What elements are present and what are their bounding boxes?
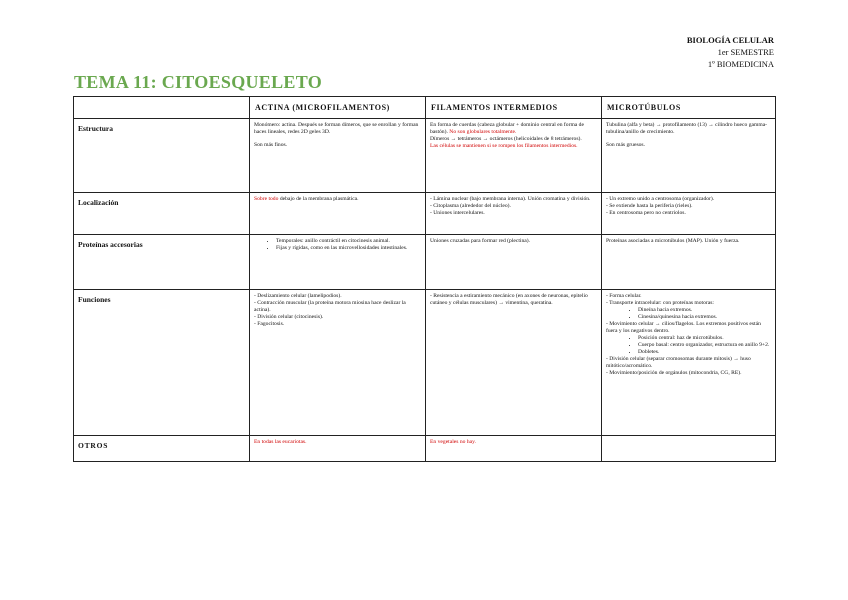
cell-text: Son más finos. xyxy=(254,142,288,148)
cell-text: - Deslizamiento celular (lamelipodios). xyxy=(254,293,342,299)
cell-proteinas-actina xyxy=(250,235,426,290)
cell-text: - Forma celular. xyxy=(606,293,642,299)
list-item: • Dobletes. xyxy=(638,349,771,356)
list-item: • Fijas y rígidas, como en las microvellosidades intestinales. xyxy=(276,245,421,252)
row-label-proteinas: Proteínas accesorias xyxy=(74,235,250,290)
list-item: • Posición central: haz de microtúbulos. xyxy=(638,335,771,342)
course-header xyxy=(687,34,774,70)
cell-text: En forma de cuerdas (cabeza globular + dominio central en forma de bastón). xyxy=(430,122,584,135)
bullet-list xyxy=(254,238,421,252)
cell-funciones-actina xyxy=(250,290,426,436)
cell-text: - Resistencia a estiramiento mecánico (en axones de neuronas, epitelio cutáneo y células musculares) → vimentina, queratina. xyxy=(430,293,588,306)
cell-text: - Se extiende hasta la periferia (rieles). xyxy=(606,203,693,209)
cell-text: - Transporte intracelular: con proteínas motoras: xyxy=(606,300,714,306)
bullet-list xyxy=(606,335,771,356)
row-label-otros: OTROS xyxy=(74,436,250,462)
cell-localizacion-microtubulos xyxy=(602,193,776,235)
header-microtubulos: MICROTÚBULOS xyxy=(602,97,776,119)
page-title: TEMA 11: CITOESQUELETO xyxy=(74,72,323,92)
cell-text: - Uniones intercelulares. xyxy=(430,210,485,216)
cell-otros-microtubulos xyxy=(602,436,776,462)
highlight-text: Sobre todo xyxy=(254,196,279,202)
row-label-estructura: Estructura xyxy=(74,119,250,193)
cell-otros-intermedios: En vegetales no hay. xyxy=(426,436,602,462)
cell-text: Tubulina (alfa y beta) → protofilamento (13) → cilindro hueco gamma-tubulina/anillo de crecimiento. xyxy=(606,122,768,135)
cell-text: - División celular (citocinesis). xyxy=(254,314,324,320)
cell-funciones-intermedios xyxy=(426,290,602,436)
comparison-table xyxy=(73,96,776,462)
table-row xyxy=(74,193,776,235)
header-filamentos-intermedios: FILAMENTOS INTERMEDIOS xyxy=(426,97,602,119)
header-actina: ACTINA (MICROFILAMENTOS) xyxy=(250,97,426,119)
highlight-text: Las células se mantienen si se rompen los filamentos intermedios. xyxy=(430,143,578,149)
cell-text: Uniones cruzadas para formar red (plectina). xyxy=(430,238,531,244)
cell-localizacion-actina xyxy=(250,193,426,235)
row-label-localizacion: Localización xyxy=(74,193,250,235)
cell-text: Son más gruesos. xyxy=(606,142,646,148)
table-header-row xyxy=(74,97,776,119)
cell-proteinas-intermedios xyxy=(426,235,602,290)
cell-text: - Movimiento celular → cilios/flagelos. Los extremos positivos están fuera y los negativos dentro. xyxy=(606,321,761,334)
list-item: • Temporales: anillo contráctil en citocinesis animal. xyxy=(276,238,421,245)
list-item: • Dineína hacia extremos. xyxy=(638,307,771,314)
cell-text: - Lámina nuclear (bajo membrana interna). Unión cromatina y división. xyxy=(430,196,591,202)
cell-otros-actina: En todas las eucariotas. xyxy=(250,436,426,462)
table-row xyxy=(74,235,776,290)
cell-text: - Un extremo unido a centrosoma (organizador). xyxy=(606,196,715,202)
cell-text: Proteínas asociadas a microtúbulos (MAP). Unión y fuerza. xyxy=(606,238,740,244)
cell-funciones-microtubulos xyxy=(602,290,776,436)
cell-proteinas-microtubulos xyxy=(602,235,776,290)
cell-localizacion-intermedios xyxy=(426,193,602,235)
bullet-list xyxy=(606,307,771,321)
list-item: • Cuerpo basal: centro organizador, estructura en anillo 9+2. xyxy=(638,342,771,349)
cell-text: - División celular (separar cromosomas durante mitosis) → huso mitótico/acromático. xyxy=(606,356,751,369)
cell-estructura-actina xyxy=(250,119,426,193)
cell-estructura-microtubulos xyxy=(602,119,776,193)
program-label: 1º BIOMEDICINA xyxy=(707,59,774,69)
row-label-funciones: Funciones xyxy=(74,290,250,436)
cell-text: - Fagocitosis. xyxy=(254,321,285,327)
table-row xyxy=(74,290,776,436)
cell-text: Dímeros → tetrámeros → octámeros (helicoidales de 8 tetrámeros). xyxy=(430,136,582,142)
cell-text: - Movimiento/posición de orgánulos (mitocondria, CG, RE). xyxy=(606,370,742,376)
cell-text: - Citoplasma (alrededor del núcleo). xyxy=(430,203,511,209)
cell-estructura-intermedios xyxy=(426,119,602,193)
cell-text: Monómero: actina. Después se forman dímeros, que se enrollan y forman haces lineales, redes 2D geles 3D. xyxy=(254,122,419,135)
cell-text: debajo de la membrana plasmática. xyxy=(279,196,359,202)
course-name: BIOLOGÍA CELULAR xyxy=(686,35,774,45)
semester-label: 1er SEMESTRE xyxy=(717,47,774,57)
cell-text: - En centrosoma pero no centriolos. xyxy=(606,210,686,216)
list-item: • Cinesina/quinesina hacia extremos. xyxy=(638,314,771,321)
highlight-text: No son globulares totalmente. xyxy=(449,129,517,135)
table-row xyxy=(74,119,776,193)
table-row xyxy=(74,436,776,462)
header-empty xyxy=(74,97,250,119)
cell-text: - Contracción muscular (la proteína motora miosina hace deslizar la actina). xyxy=(254,300,406,313)
